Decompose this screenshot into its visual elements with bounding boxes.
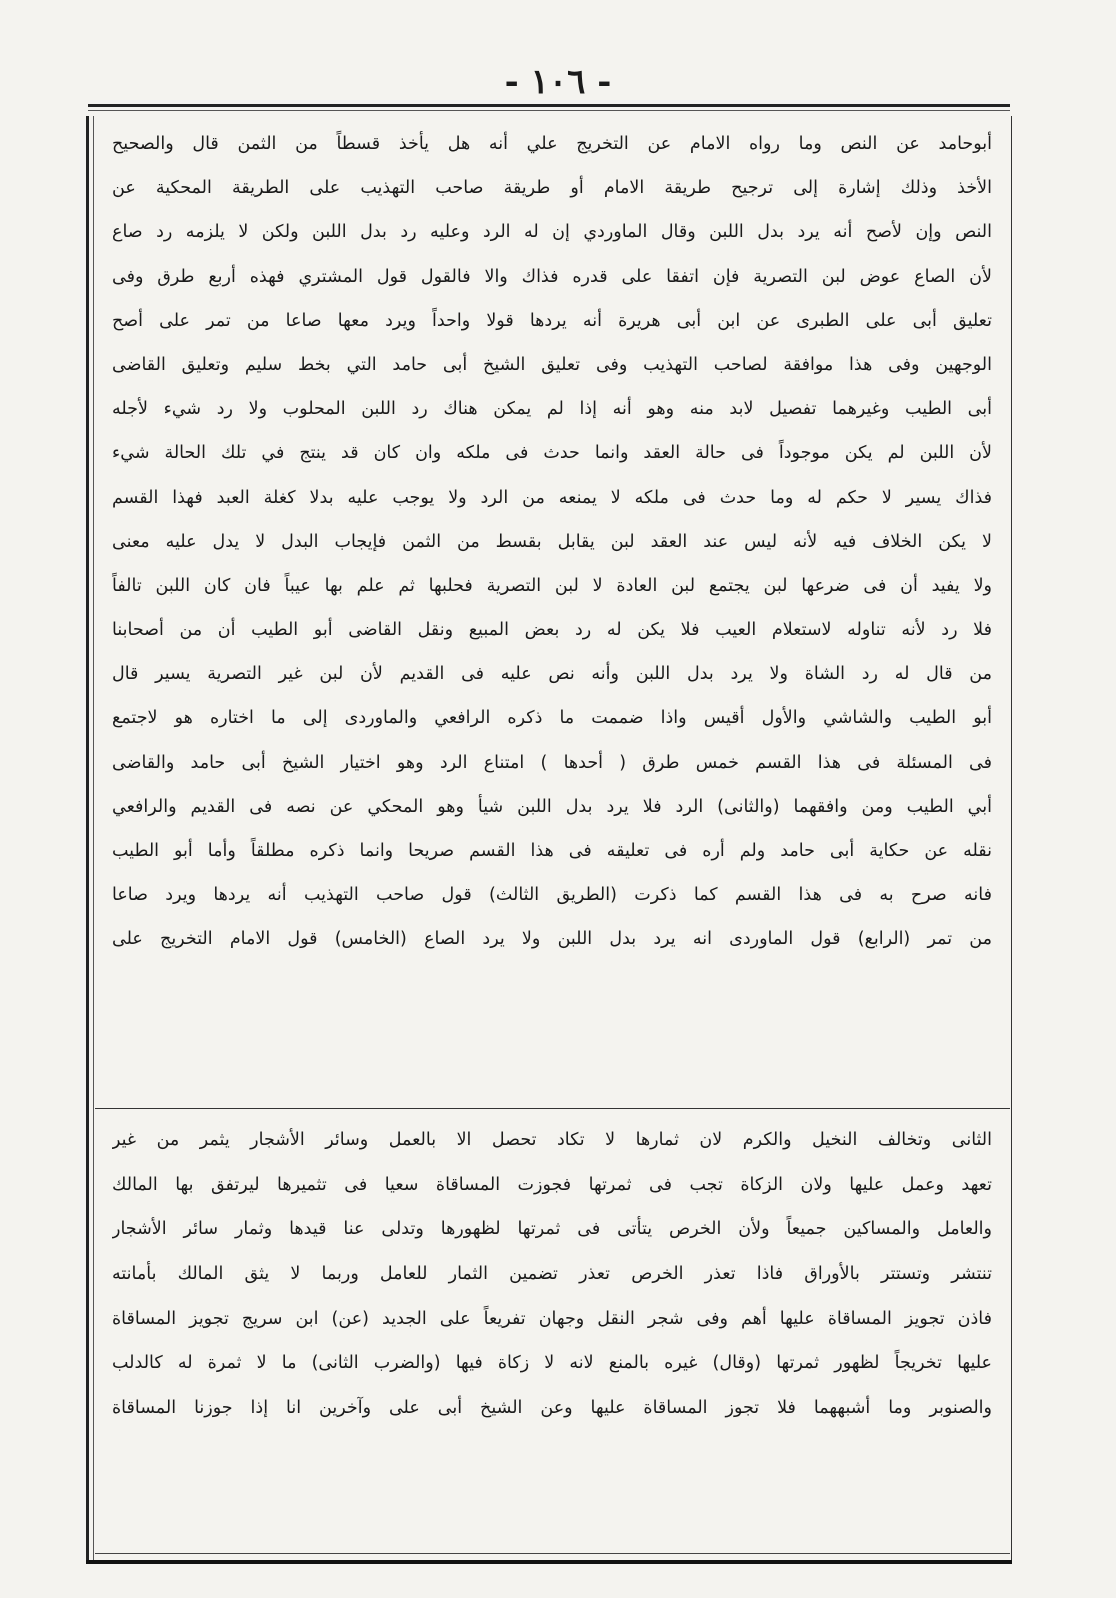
section-divider bbox=[95, 1108, 1010, 1109]
text-line: والعامل والمساكين جميعاً ولأن الخرص يتأتى فى ثمرتها لظهورها وتدلى عنا قيدها وثمار سائر الأشجار bbox=[112, 1219, 992, 1240]
bottom-rule-thin bbox=[95, 1553, 1010, 1554]
text-line: لا يكن الخلاف فيه لأنه ليس عند العقد لبن يقابل بقسط من الثمن فإيجاب البدل لا يدل عليه معنى bbox=[112, 531, 992, 552]
text-line: فذاك يسير لا حكم له وما حدث فى ملكه لا يمنعه من الرد ولا يوجب عليه بدلا كغلة العبد فهذا القسم bbox=[112, 487, 992, 508]
text-line: من تمر (الرابع) قول الماوردى انه يرد بدل اللبن ولا يرد الصاع (الخامس) قول الامام التخريج على bbox=[112, 929, 992, 950]
text-line: لأن اللبن لم يكن موجوداً فى حالة العقد وانما حدث فى ملكه وان كان قد ينتج في تلك الحالة شيء bbox=[112, 443, 992, 464]
text-line: أبى الطيب وغيرهما تفصيل لابد منه وهو أنه إذا لم يمكن هناك رد اللبن المحلوب ولا رد شيء لأجله bbox=[112, 399, 992, 420]
text-line: أبو الطيب والشاشي والأول أقيس واذا ضممت ما ذكره الرافعي والماوردى إلى ما اختاره هو لاجتمع bbox=[112, 708, 992, 729]
text-line: فاذن تجويز المساقاة عليها أهم وفى شجر النقل وجهان تفريعاً على الجديد (عن) ابن سريج تجويز المساقاة bbox=[112, 1308, 992, 1329]
page-number: - ١٠٦ - bbox=[504, 62, 612, 102]
text-line: النص وإن لأصح أنه يرد بدل اللبن وقال الماوردي إن له الرد وعليه رد بدل اللبن ولكن لا يلزمه رد صاع bbox=[112, 222, 992, 243]
lower-text-block bbox=[112, 1118, 992, 1431]
text-line: من قال له رد الشاة ولا يرد بدل اللبن وأنه نص عليه فى القديم لأن لبن غير التصرية يسير قال bbox=[112, 664, 992, 685]
text-line: فى المسئلة فى هذا القسم خمس طرق ( أحدها ) امتناع الرد وهو اختيار الشيخ أبى حامد والقاضى bbox=[112, 752, 992, 773]
top-rule bbox=[88, 104, 1010, 107]
text-line: لأن الصاع عوض لبن التصرية فإن اتفقا على قدره فذاك والا فالقول قول المشتري فهذه أربع طرق وفى bbox=[112, 266, 992, 287]
text-line: تعهد وعمل عليها ولان الزكاة تجب فى ثمرتها فجوزت المساقاة سعيا فى تثميرها ليرتفق بها المالك bbox=[112, 1174, 992, 1195]
upper-text-block bbox=[112, 122, 992, 962]
text-line: والصنوبر وما أشبههما فلا تجوز المساقاة عليها وعن الشيخ أبى على وآخرين انا إذا جوزنا المساقاة bbox=[112, 1398, 992, 1419]
text-line: عليها تخريجاً لظهور ثمرتها (وقال) غيره بالمنع لانه لا زكاة فيها (والضرب الثانى) ما لا ثمرة له كالدلب bbox=[112, 1353, 992, 1374]
text-line: فانه صرح به فى هذا القسم كما ذكرت (الطريق الثالث) قول صاحب التهذيب أنه يردها ويرد صاعا bbox=[112, 885, 992, 906]
text-line: فلا رد لأنه تناوله لاستعلام العيب فلا يكن له رد بعض المبيع ونقل القاضى أبو الطيب أن من أصحابنا bbox=[112, 620, 992, 641]
text-line: نقله عن حكاية أبى حامد ولم أره فى تعليقه فى هذا القسم صريحا وانما ذكره مطلقاً وأما أبو الطيب bbox=[112, 841, 992, 861]
text-line: تنتشر وتستتر بالأوراق فاذا تعذر الخرص تعذر تضمين الثمار للعامل وربما لا يثق المالك بأمانته bbox=[112, 1264, 992, 1285]
text-line: أبوحامد عن النص وما رواه الامام عن التخريج علي أنه هل يأخذ قسطاً من الثمن قال والصحيح bbox=[112, 134, 992, 154]
frame-inner-border bbox=[93, 116, 94, 1560]
text-line: الوجهين وفى هذا موافقة لصاحب التهذيب وفى تعليق الشيخ أبى حامد التي بخط سليم وتعليق القاضى bbox=[112, 354, 992, 375]
bottom-rule bbox=[86, 1560, 1012, 1564]
top-rule-thin bbox=[88, 110, 1010, 111]
text-line: ولا يفيد أن فى ضرعها لبن يجتمع لبن العادة لا لبن التصرية فحلبها ثم علم بها عيباً فان كان اللبن تالفاً bbox=[112, 575, 992, 596]
text-line: تعليق أبى على الطبرى عن ابن أبى هريرة أنه يردها قولا واحداً ويرد معها صاعا من تمر على أصح bbox=[112, 310, 992, 331]
text-line: الأخذ وذلك إشارة إلى ترجيح طريقة الامام أو طريقة صاحب التهذيب على الطريقة المحكية عن bbox=[112, 178, 992, 199]
text-line: الثانى وتخالف النخيل والكرم لان ثمارها لا تكاد تحصل الا بالعمل وسائر الأشجار يثمر من غير bbox=[112, 1130, 992, 1150]
text-line: أبي الطيب ومن وافقهما (والثانى) الرد فلا يرد بدل اللبن شيأ وهو المحكي عن نصه فى القديم والرافعي bbox=[112, 796, 992, 817]
